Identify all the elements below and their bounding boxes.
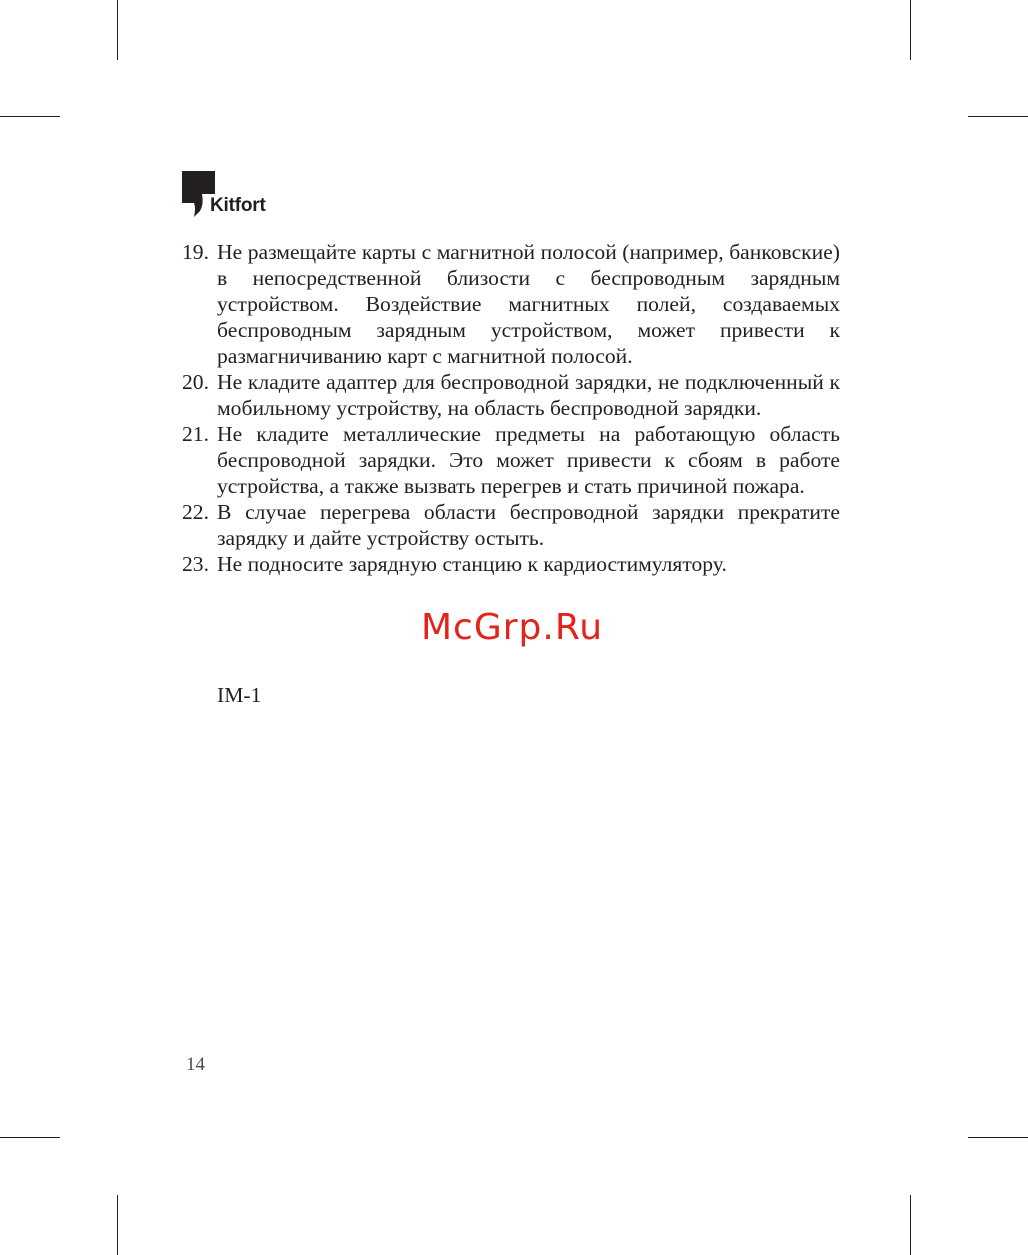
crop-mark-bottom-right: [910, 1195, 911, 1255]
item-text: Не кладите адаптер для беспроводной зарядки, не подключенный к мобильному устройству, на область беспроводной зарядки.: [217, 370, 840, 420]
item-text: Не кладите металлические предметы на работающую область беспроводной зарядки. Это может привести к сбоям в работе устройства, а также вызвать перегрев и стать причиной пожара.: [217, 422, 840, 498]
list-item: [182, 499, 840, 551]
item-text: В случае перегрева области беспроводной зарядки прекратите зарядку и дайте устройству остыть.: [217, 500, 840, 550]
list-item: [182, 239, 840, 369]
crop-mark-left-bottom: [0, 1137, 60, 1138]
crop-mark-top-right: [910, 0, 911, 60]
brand-logo: [182, 171, 302, 219]
watermark: McGrp.Ru: [421, 607, 604, 648]
page-number: 14: [186, 1054, 205, 1075]
item-text: Не размещайте карты с магнитной полосой (например, банковские) в непосредственной близости с беспроводным зарядным устройством. Воздействие магнитных полей, создаваемых беспроводным зарядным устройством, может привести к размагничиванию карт с магнитной полосой.: [217, 240, 840, 368]
crop-mark-bottom-left: [117, 1195, 118, 1255]
crop-mark-right-bottom: [968, 1137, 1028, 1138]
crop-mark-right-top: [968, 116, 1028, 117]
item-text: Не подносите зарядную станцию к кардиостимулятору.: [217, 552, 727, 576]
crop-mark-top-left: [117, 0, 118, 60]
list-item: [182, 369, 840, 421]
item-number: 20.: [182, 370, 209, 394]
item-number: 19.: [182, 240, 209, 264]
model-code: IM-1: [217, 683, 262, 707]
item-number: 22.: [182, 500, 209, 524]
safety-instructions-list: [182, 239, 840, 577]
item-number: 21.: [182, 422, 209, 446]
crop-mark-left-top: [0, 116, 60, 117]
list-item: [182, 421, 840, 499]
brand-name: Kitfort: [210, 195, 266, 216]
list-item: [182, 551, 840, 577]
item-number: 23.: [182, 552, 209, 576]
